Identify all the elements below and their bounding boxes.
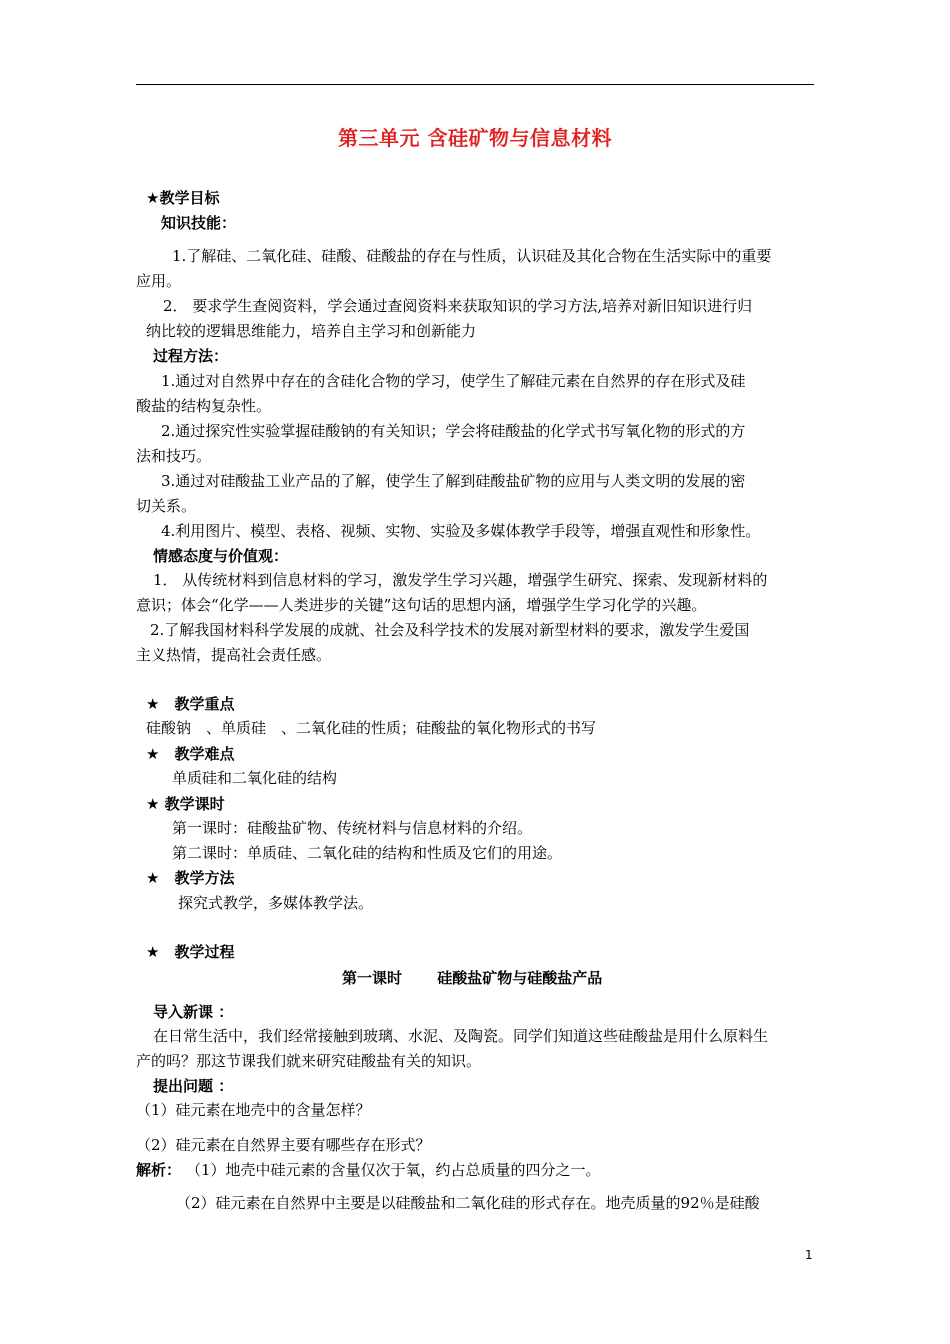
analysis-label: 解析： [136, 1161, 182, 1179]
question-item: （2）硅元素在自然界主要有哪些存在形式？ [136, 1136, 431, 1154]
period-item: 第二课时：单质硅、二氧化硅的结构和性质及它们的用途。 [172, 844, 563, 862]
process-line: 3.通过对硅酸盐工业产品的了解，使学生了解到硅酸盐矿物的应用与人类文明的发展的密 [161, 472, 746, 490]
process-line: 酸盐的结构复杂性。 [136, 397, 272, 415]
knowledge-heading: 知识技能： [161, 214, 237, 232]
methods-heading: ★ 教学方法 [146, 869, 235, 887]
process-line: 法和技巧。 [136, 447, 212, 465]
intro-line: 在日常生活中，我们经常接触到玻璃、水泥、及陶瓷。同学们知道这些硅酸盐是用什么原料生 [153, 1027, 769, 1045]
intro-heading: 导入新课 ： [153, 1003, 234, 1021]
difficulties-heading: ★ 教学难点 [146, 745, 235, 763]
knowledge-line: 纳比较的逻辑思维能力，培养自主学习和创新能力 [146, 322, 477, 340]
knowledge-line: 1.了解硅、二氧化硅、硅酸、硅酸盐的存在与性质，认识硅及其化合物在生活实际中的重要 [172, 247, 772, 265]
emotion-line: 2.了解我国材料科学发展的成就、社会及科学技术的发展对新型材料的要求，激发学生爱国 [150, 621, 750, 639]
question-heading: 提出问题 ： [153, 1077, 234, 1095]
key-points-heading: ★ 教学重点 [146, 695, 235, 713]
header-rule [136, 84, 814, 85]
periods-heading: ★ 教学课时 [146, 795, 225, 813]
process-heading: ★ 教学过程 [146, 943, 235, 961]
page-number: 1 [805, 1248, 813, 1262]
emotion-heading: 情感态度与价值观： [153, 547, 289, 565]
emotion-line: 主义热情，提高社会责任感。 [136, 646, 332, 664]
methods-text: 探究式教学，多媒体教学法。 [178, 894, 374, 912]
analysis-line: （1）地壳中硅元素的含量仅次于氧，约占总质量的四分之一。 [186, 1161, 601, 1179]
process-line: 切关系。 [136, 497, 197, 515]
process-line: 4.利用图片、模型、表格、视频、实物、实验及多媒体教学手段等，增强直观性和形象性。 [161, 522, 761, 540]
knowledge-line: 应用。 [136, 272, 182, 290]
emotion-line: 1． 从传统材料到信息材料的学习，激发学生学习兴趣，增强学生研究、探索、发现新材料的 [153, 571, 768, 589]
knowledge-line: 2． 要求学生查阅资料，学会通过查阅资料来获取知识的学习方法,培养对新旧知识进行归 [163, 297, 753, 315]
intro-line: 产的吗？那这节课我们就来研究硅酸盐有关的知识。 [136, 1052, 482, 1070]
analysis-line: （2）硅元素在自然界中主要是以硅酸盐和二氧化硅的形式存在。地壳质量的92％是硅酸 [176, 1194, 760, 1212]
document-title: 第三单元 含硅矿物与信息材料 [338, 126, 612, 150]
difficulties-text: 单质硅和二氧化硅的结构 [172, 769, 338, 787]
goals-heading: ★教学目标 [146, 189, 220, 207]
process-method-heading: 过程方法： [153, 347, 229, 365]
question-item: （1）硅元素在地壳中的含量怎样？ [136, 1101, 371, 1119]
period-item: 第一课时：硅酸盐矿物、传统材料与信息材料的介绍。 [172, 819, 533, 837]
key-points-text: 硅酸钠 、单质硅 、二氧化硅的性质；硅酸盐的氧化物形式的书写 [146, 719, 597, 737]
process-line: 1.通过对自然界中存在的含硅化合物的学习，使学生了解硅元素在自然界的存在形式及硅 [161, 372, 746, 390]
process-line: 2.通过探究性实验掌握硅酸钠的有关知识；学会将硅酸盐的化学式书写氧化物的形式的方 [161, 422, 746, 440]
lesson-title: 第一课时 硅酸盐矿物与硅酸盐产品 [342, 969, 603, 987]
emotion-line: 意识；体会“化学——人类进步的关键”这句话的思想内涵，增强学生学习化学的兴趣。 [136, 596, 707, 614]
